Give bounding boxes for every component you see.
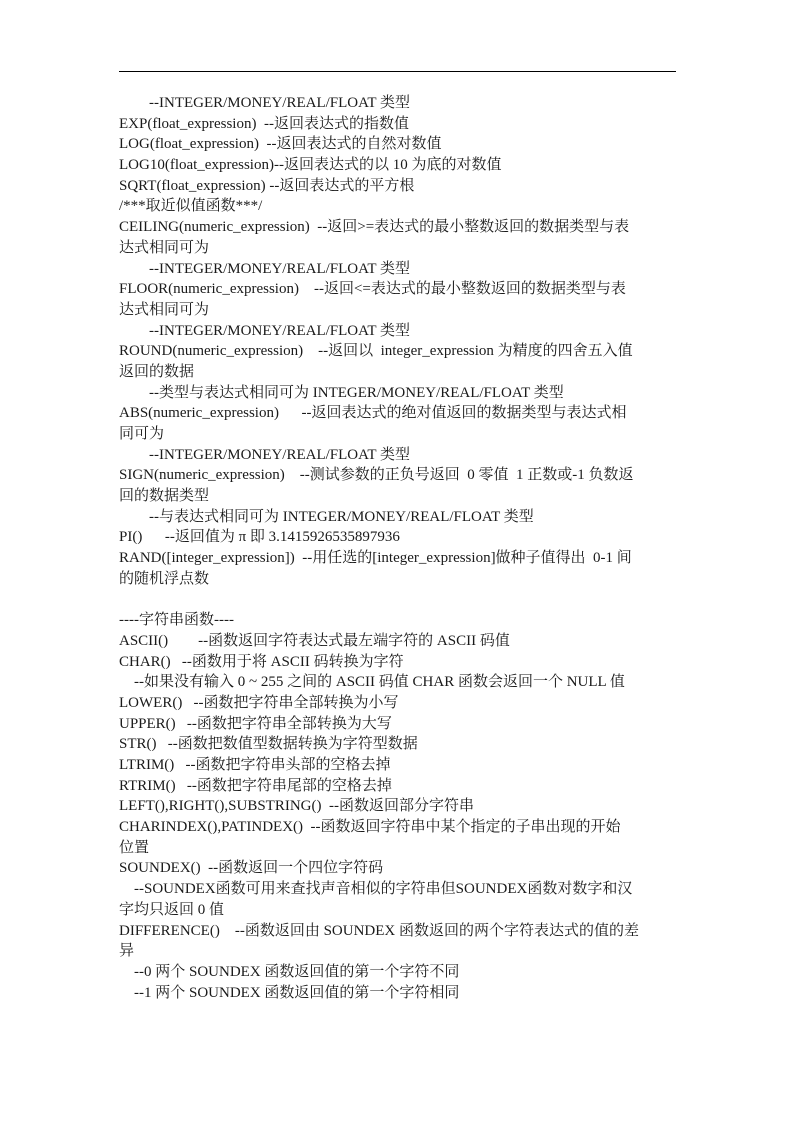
text-line: RAND([integer_expression]) --用任选的[integer_expression]做种子值得出 0-1 间 [119, 550, 632, 567]
text-line: ASCII() --函数返回字符表达式最左端字符的 ASCII 码值 [119, 632, 510, 649]
text-line: 回的数据类型 [119, 488, 210, 505]
text-line: LTRIM() --函数把字符串头部的空格去掉 [119, 757, 391, 773]
text-line: CHARINDEX(),PATINDEX() --函数返回字符串中某个指定的子串出现的开始 [119, 819, 621, 836]
text-line: UPPER() --函数把字符串全部转换为大写 [119, 715, 392, 732]
text-line: --SOUNDEX函数可用来查找声音相似的字符串但SOUNDEX函数对数字和汉 [119, 881, 633, 898]
text-line: FLOOR(numeric_expression) --返回<=表达式的最小整数返回的数据类型与表 [119, 281, 626, 298]
text-line: 字均只返回 0 值 [119, 901, 225, 918]
text-line: 位置 [119, 839, 150, 856]
text-line: DIFFERENCE() --函数返回由 SOUNDEX 函数返回的两个字符表达式的值的差 [119, 922, 639, 939]
text-line: LOG(float_expression) --返回表达式的自然对数值 [119, 136, 442, 153]
blank-line [119, 590, 676, 611]
text-line: --与表达式相同可为 INTEGER/MONEY/REAL/FLOAT 类型 [119, 508, 534, 525]
text-line: --INTEGER/MONEY/REAL/FLOAT 类型 [119, 95, 410, 111]
text-line: 达式相同可为 [119, 301, 210, 318]
text-line: EXP(float_expression) --返回表达式的指数值 [119, 115, 409, 132]
text-line: LOG10(float_expression)--返回表达式的以 10 为底的对数值 [119, 157, 502, 174]
text-line: CHAR() --函数用于将 ASCII 码转换为字符 [119, 653, 404, 670]
text-line: ROUND(numeric_expression) --返回以 integer_expression 为精度的四舍五入值 [119, 343, 633, 360]
text-line: LOWER() --函数把字符串全部转换为小写 [119, 694, 399, 711]
text-line: --1 两个 SOUNDEX 函数返回值的第一个字符相同 [119, 984, 460, 1001]
text-line: --0 两个 SOUNDEX 函数返回值的第一个字符不同 [119, 963, 460, 980]
text-line: RTRIM() --函数把字符串尾部的空格去掉 [119, 777, 392, 794]
text-line: 达式相同可为 [119, 239, 210, 256]
text-line: CEILING(numeric_expression) --返回>=表达式的最小整数返回的数据类型与表 [119, 219, 630, 236]
text-line: SOUNDEX() --函数返回一个四位字符码 [119, 860, 384, 877]
header-rule [119, 71, 676, 72]
text-line: --INTEGER/MONEY/REAL/FLOAT 类型 [119, 322, 410, 339]
text-line: STR() --函数把数值型数据转换为字符型数据 [119, 736, 418, 753]
text-line: --类型与表达式相同可为 INTEGER/MONEY/REAL/FLOAT 类型 [119, 384, 564, 401]
text-line: --INTEGER/MONEY/REAL/FLOAT 类型 [119, 260, 410, 277]
text-line: ----字符串函数---- [119, 612, 234, 629]
text-line: 异 [119, 943, 135, 960]
text-line: --INTEGER/MONEY/REAL/FLOAT 类型 [119, 446, 410, 463]
text-line: /***取近似值函数***/ [119, 198, 263, 215]
text-line: --如果没有输入 0 ~ 255 之间的 ASCII 码值 CHAR 函数会返回一个 NULL 值 [119, 674, 625, 691]
text-line: 返回的数据 [119, 363, 195, 380]
text-line: SIGN(numeric_expression) --测试参数的正负号返回 0 零值 1 正数或-1 负数返 [119, 467, 634, 484]
text-line: 同可为 [119, 426, 165, 442]
text-line: ABS(numeric_expression) --返回表达式的绝对值返回的数据类型与表达式相 [119, 405, 627, 422]
text-line: 的随机浮点数 [119, 570, 210, 587]
document-body [119, 93, 676, 1003]
text-line: PI() --返回值为 π 即 3.1415926535897936 [119, 529, 400, 546]
text-line: LEFT(),RIGHT(),SUBSTRING() --函数返回部分字符串 [119, 798, 474, 815]
text-line: SQRT(float_expression) --返回表达式的平方根 [119, 177, 415, 194]
